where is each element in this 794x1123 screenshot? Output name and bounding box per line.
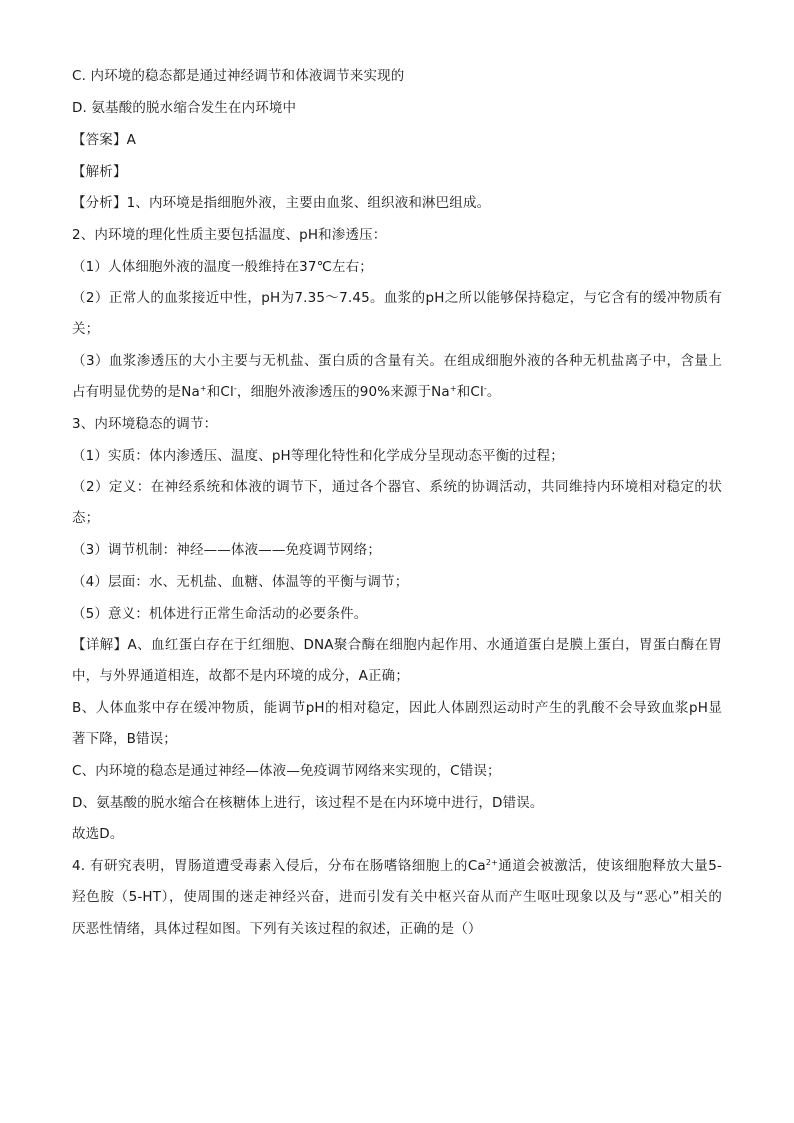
analysis-2-item-1: （1）人体细胞外液的温度一般维持在37℃左右；	[72, 259, 373, 275]
detail-a: 【详解】A、血红蛋白存在于红细胞、DNA聚合酶在细胞内起作用、水通道蛋白是膜上蛋白，胃蛋白酶在胃	[72, 637, 722, 653]
analysis-3-item-3: （3）调节机制：神经——体液——免疫调节网络；	[72, 542, 382, 558]
analysis-3-item-4: （4）层面：水、无机盐、血糖、体温等的平衡与调节；	[72, 574, 409, 590]
analysis-2-item-2-cont: 关；	[72, 321, 100, 337]
option-d: D. 氨基酸的脱水缩合发生在内环境中	[72, 100, 297, 116]
analysis-heading: 【解析】	[72, 164, 127, 180]
analysis-point-1: 【分析】1、内环境是指细胞外液，主要由血浆、组织液和淋巴组成。	[72, 195, 491, 211]
answer-label: 【答案】A	[72, 132, 136, 148]
analysis-2-item-2: （2）正常人的血浆接近中性，pH为7.35～7.45。血浆的pH之所以能够保持稳定，与它含有的缓冲物质有	[72, 290, 722, 306]
detail-b: B、人体血浆中存在缓冲物质，能调节pH的相对稳定，因此人体剧烈运动时产生的乳酸不会导致血浆pH显	[72, 700, 722, 716]
analysis-2-item-3-cont: 占有明显优势的是Na+和Cl-，细胞外液渗透压的90%来源于Na+和Cl-。	[72, 384, 501, 400]
analysis-point-3: 3、内环境稳态的调节：	[72, 416, 218, 432]
question-4-stem-end: 厌恶性情绪，具体过程如图。下列有关该过程的叙述，正确的是（）	[72, 921, 482, 937]
analysis-3-item-2: （2）定义：在神经系统和体液的调节下，通过各个器官、系统的协调活动，共同维持内环境相对稳定的状	[72, 479, 722, 495]
analysis-3-item-2-cont: 态；	[72, 510, 100, 526]
analysis-point-2: 2、内环境的理化性质主要包括温度、pH和渗透压：	[72, 227, 387, 243]
detail-b-cont: 著下降，B错误；	[72, 731, 177, 747]
analysis-3-item-1: （1）实质：体内渗透压、温度、pH等理化特性和化学成分呈现动态平衡的过程；	[72, 448, 564, 464]
detail-c: C、内环境的稳态是通过神经—体液—免疫调节网络来实现的，C错误；	[72, 763, 501, 779]
detail-d: D、氨基酸的脱水缩合在核糖体上进行，该过程不是在内环境中进行，D错误。	[72, 795, 544, 811]
question-4-stem-cont: 羟色胺（5-HT），使周围的迷走神经兴奋，进而引发有关中枢兴奋从而产生呕吐现象以及与“恶心”相关的	[72, 889, 722, 905]
detail-a-cont: 中，与外界通道相连，故都不是内环境的成分，A正确；	[72, 668, 409, 684]
choice-conclusion: 故选D。	[72, 826, 124, 842]
analysis-3-item-5: （5）意义：机体进行正常生命活动的必要条件。	[72, 606, 368, 622]
analysis-2-item-3: （3）血浆渗透压的大小主要与无机盐、蛋白质的含量有关。在组成细胞外液的各种无机盐离子中，含量上	[72, 353, 722, 369]
option-c: C. 内环境的稳态都是通过神经调节和体液调节来实现的	[72, 68, 405, 84]
question-4-stem: 4. 有研究表明，胃肠道遭受毒素入侵后，分布在肠嗜铬细胞上的$Ca^{2+}$通道会被激活，使该细胞释放大量5-	[72, 858, 722, 874]
